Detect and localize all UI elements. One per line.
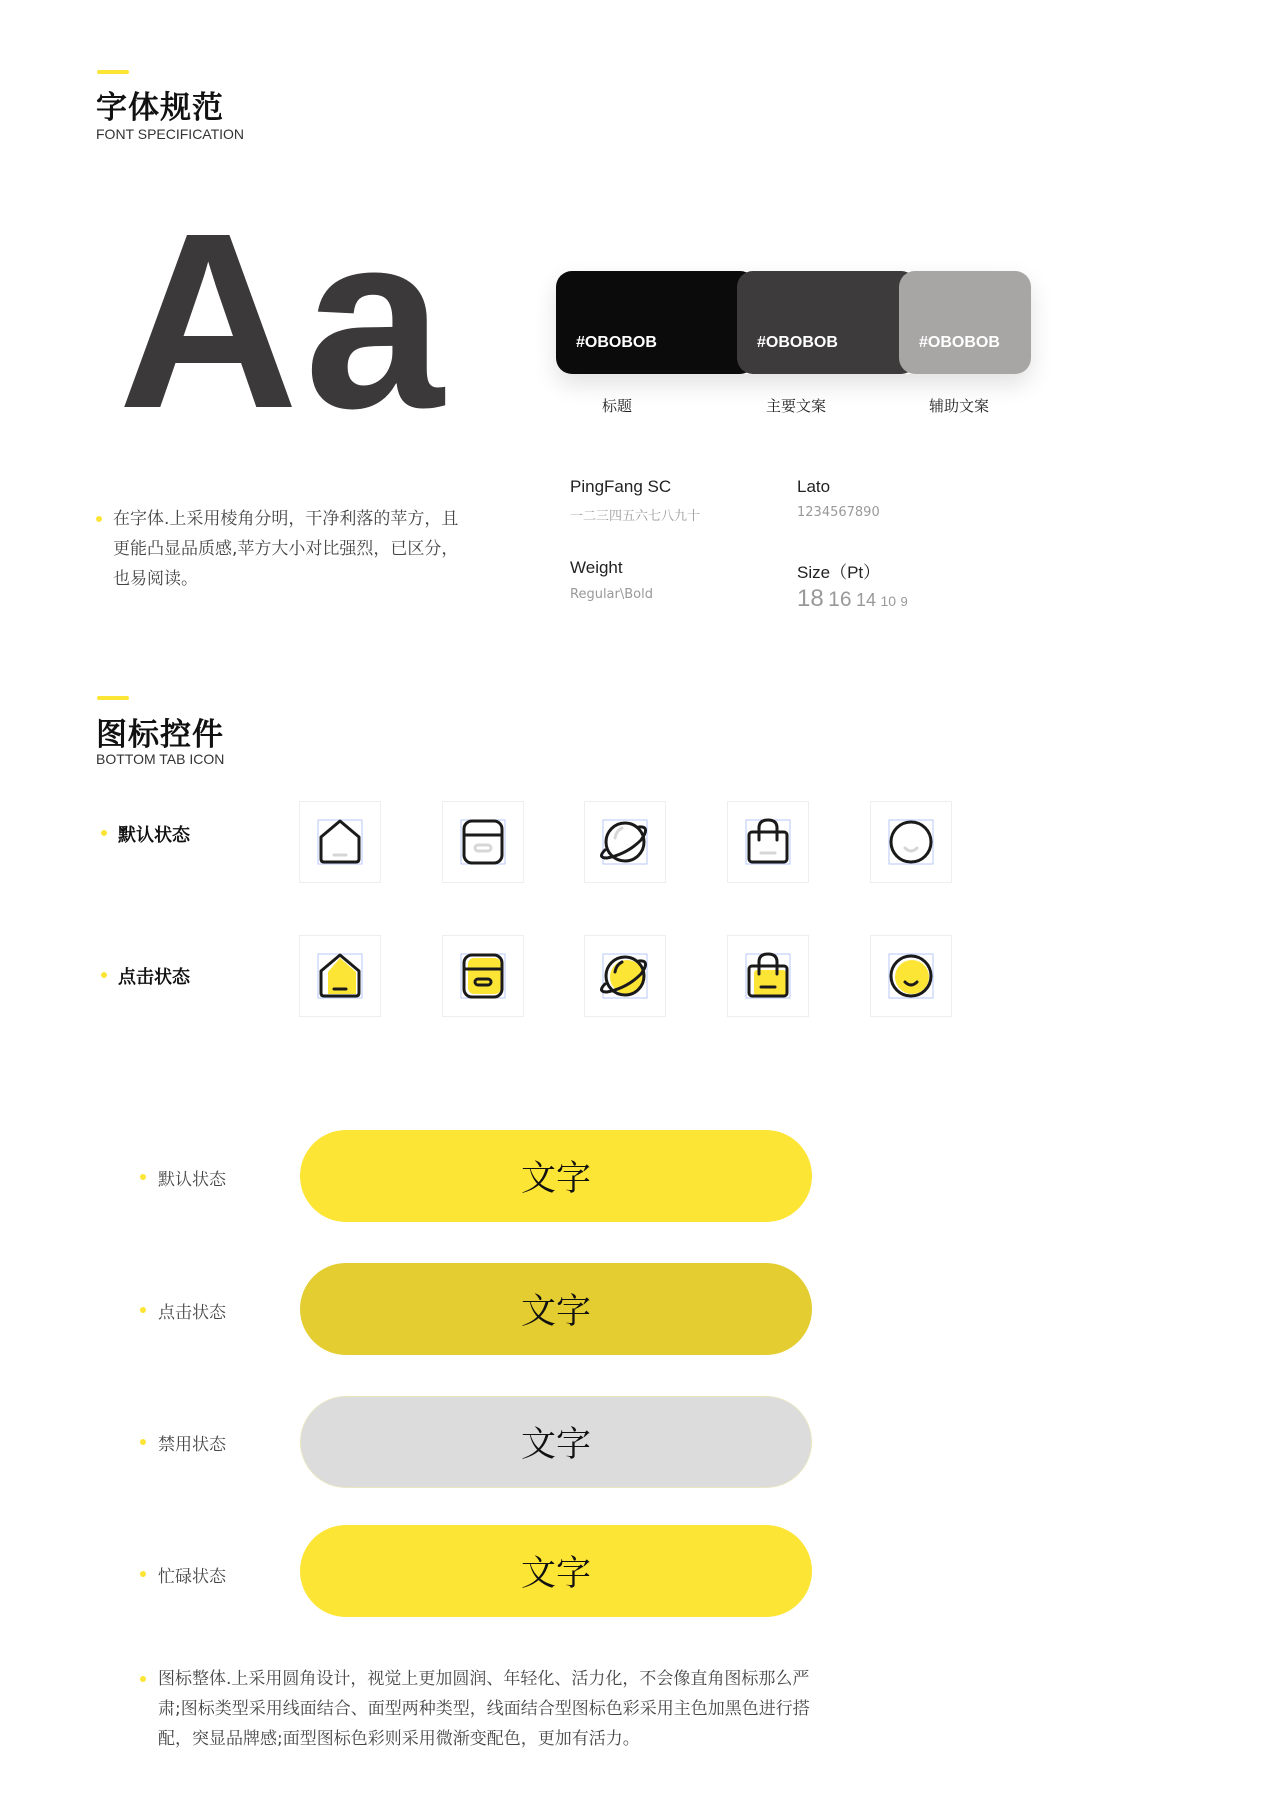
- bullet-dot: [96, 516, 102, 522]
- color-swatches: [556, 271, 1031, 374]
- planet-icon: [593, 810, 657, 874]
- bag-icon: [736, 810, 800, 874]
- active-state-label: 点击状态: [118, 967, 190, 988]
- swatch-title: [556, 271, 756, 374]
- size-value: 18: [797, 585, 824, 612]
- weight-value: Regular\Bold: [570, 587, 653, 602]
- box-icon: [451, 944, 515, 1008]
- size-value: 16: [828, 588, 852, 611]
- tab-icon-default-box[interactable]: [442, 801, 524, 883]
- swatch-hex: #OBOBOB: [919, 334, 1000, 351]
- text-line: 肃;图标类型采用线面结合、面型两种类型，线面结合型图标色彩采用主色加黑色进行搭: [158, 1699, 810, 1719]
- swatch-label: 辅助文案: [928, 397, 990, 415]
- section-subtitle-font: FONT SPECIFICATION: [96, 126, 245, 142]
- text-line: 在字体.上采用棱角分明，干净利落的苹方，且: [113, 509, 459, 529]
- size-value: 10: [880, 593, 897, 609]
- swatch-main: [737, 271, 917, 374]
- section-accent-bar: [97, 696, 129, 700]
- bullet-dot: [140, 1571, 146, 1577]
- section-accent-bar: [97, 70, 129, 74]
- section-title-font: 字体规范: [96, 90, 224, 126]
- text-line: 配，突显品牌感;面型图标色彩则采用微渐变配色，更加有活力。: [158, 1729, 640, 1749]
- bullet-dot: [101, 972, 107, 978]
- size-values: [797, 585, 908, 613]
- font-sample: Aa: [118, 181, 450, 460]
- bag-icon: [736, 944, 800, 1008]
- swatch-hex: #OBOBOB: [576, 334, 657, 351]
- busy-button[interactable]: 文字: [300, 1525, 812, 1617]
- tab-icon-default-smile[interactable]: [870, 801, 952, 883]
- text-line: 更能凸显品质感,苹方大小对比强烈，已区分，: [113, 539, 459, 559]
- section-subtitle-icon: BOTTOM TAB ICON: [96, 751, 225, 767]
- font-cn-name: PingFang SC: [570, 477, 672, 496]
- button-state-label: 点击状态: [158, 1303, 226, 1323]
- pressed-button[interactable]: 文字: [300, 1263, 812, 1355]
- size-value: 9: [900, 594, 908, 609]
- button-state-label: 忙碌状态: [158, 1567, 226, 1587]
- swatch-aux: [899, 271, 1031, 374]
- bullet-dot: [101, 830, 107, 836]
- text-line: 也易阅读。: [113, 569, 198, 589]
- swatch-label: 主要文案: [765, 397, 827, 415]
- default-state-label: 默认状态: [118, 825, 190, 846]
- tab-icon-active-bag[interactable]: [727, 935, 809, 1017]
- tab-icon-default-bag[interactable]: [727, 801, 809, 883]
- weight-heading: Weight: [570, 558, 623, 577]
- text-line: 图标整体.上采用圆角设计，视觉上更加圆润、年轻化、活力化，不会像直角图标那么严: [158, 1669, 810, 1689]
- planet-icon: [593, 944, 657, 1008]
- tab-icon-active-planet[interactable]: [584, 935, 666, 1017]
- swatch-hex: #OBOBOB: [757, 334, 838, 351]
- font-en-name: Lato: [797, 477, 831, 496]
- home-icon: [308, 944, 372, 1008]
- icon-description: [158, 1664, 878, 1754]
- button-state-label: 默认状态: [158, 1170, 226, 1190]
- section-title-icon: 图标控件: [96, 717, 224, 753]
- size-heading: Size（Pt）: [797, 563, 881, 582]
- disabled-button[interactable]: 文字: [300, 1396, 812, 1488]
- smile-icon: [879, 810, 943, 874]
- bullet-dot: [140, 1174, 146, 1180]
- box-icon: [451, 810, 515, 874]
- bullet-dot: [140, 1307, 146, 1313]
- tab-icon-active-box[interactable]: [442, 935, 524, 1017]
- font-description: [113, 504, 513, 594]
- smile-icon: [879, 944, 943, 1008]
- tab-icon-active-smile[interactable]: [870, 935, 952, 1017]
- home-icon: [308, 810, 372, 874]
- bullet-dot: [140, 1439, 146, 1445]
- tab-icon-default-home[interactable]: [299, 801, 381, 883]
- tab-icon-active-home[interactable]: [299, 935, 381, 1017]
- default-button[interactable]: 文字: [300, 1130, 812, 1222]
- font-cn-sample: 一二三四五六七八九十: [570, 509, 701, 524]
- size-value: 14: [855, 590, 876, 610]
- tab-icon-default-planet[interactable]: [584, 801, 666, 883]
- font-en-sample: 1234567890: [797, 505, 880, 520]
- button-state-label: 禁用状态: [158, 1435, 226, 1455]
- swatch-label: 标题: [601, 397, 633, 415]
- bullet-dot: [140, 1676, 146, 1682]
